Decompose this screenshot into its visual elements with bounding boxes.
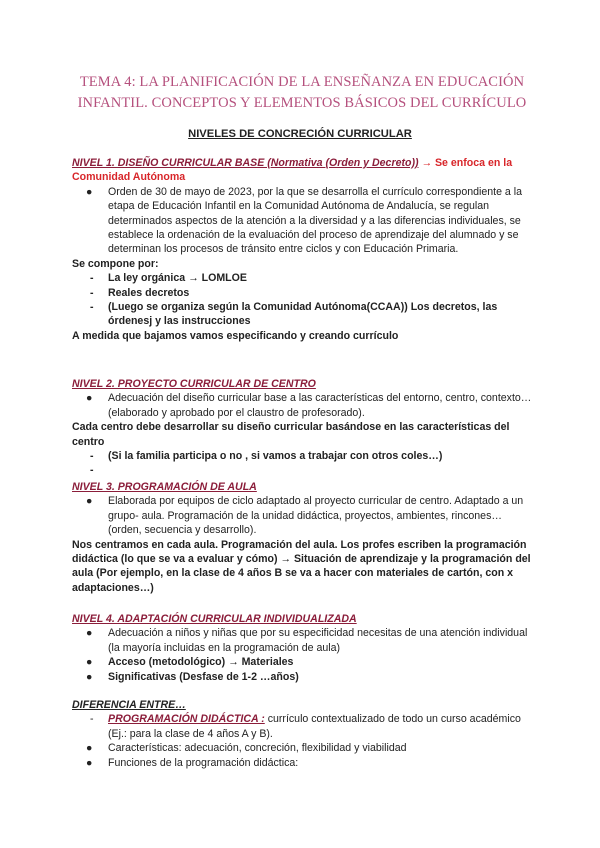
list-item xyxy=(72,494,532,537)
bullet-icon: ● xyxy=(86,756,93,769)
nivel-1-dash-1: La ley orgánica → LOMLOE xyxy=(108,272,247,285)
diferencia-heading: DIFERENCIA ENTRE… xyxy=(72,699,186,711)
list-item xyxy=(72,626,532,655)
nivel-4-bullet-2: Acceso (metodológico) → Materiales xyxy=(108,656,294,669)
nivel-1-note: A medida que bajamos vamos especificando y creando currículo xyxy=(72,329,399,342)
diferencia-section xyxy=(72,698,532,770)
nivel-4-section xyxy=(72,612,532,684)
list-item xyxy=(72,449,532,463)
list-item xyxy=(72,300,532,329)
bullet-icon: ● xyxy=(86,495,93,508)
diferencia-bullet-2: Funciones de la programación didáctica: xyxy=(108,756,299,769)
dash-icon: - xyxy=(90,450,94,463)
dash-icon: - xyxy=(90,464,94,477)
dash-icon: - xyxy=(90,301,94,314)
nivel-1-section xyxy=(72,156,532,343)
bullet-icon: ● xyxy=(86,742,93,755)
diferencia-bullet-1: Características: adecuación, concreción, flexibilidad y viabilidad xyxy=(108,742,407,755)
subtitle-text: NIVELES DE CONCRECIÓN CURRICULAR xyxy=(188,128,412,140)
list-item xyxy=(72,741,532,755)
dash-icon: - xyxy=(90,713,94,726)
nivel-2-heading: NIVEL 2. PROYECTO CURRICULAR DE CENTRO xyxy=(72,378,316,390)
nivel-2-section xyxy=(72,377,532,478)
nivel-1-dash-2: Reales decretos xyxy=(108,286,190,299)
nivel-1-title: NIVEL 1. DISEÑO CURRICULAR BASE (Normativa (Orden y Decreto)) xyxy=(72,157,419,169)
bullet-icon: ● xyxy=(86,656,93,669)
list-item xyxy=(72,391,532,420)
nivel-4-heading: NIVEL 4. ADAPTACIÓN CURRICULAR INDIVIDUALIZADA xyxy=(72,613,357,625)
list-item xyxy=(72,286,532,300)
nivel-1-heading xyxy=(72,156,532,185)
list-item xyxy=(72,756,532,770)
dash-icon: - xyxy=(90,272,94,285)
nivel-3-bullet: Elaborada por equipos de ciclo adaptado al proyecto curricular de centro. Adaptado a un grupo- aula. Programación de la unidad didáctica, proyectos, ambientes, rincones…(orden, secuencia y desarrollo). xyxy=(108,495,524,537)
list-item xyxy=(72,185,532,257)
nivel-4-bullet-1: Adecuación a niños y niñas que por su especificidad necesitas de una atención individual (la mayoría incluidas en la programación de aula) xyxy=(108,627,528,654)
document-title: TEMA 4: LA PLANIFICACIÓN DE LA ENSEÑANZA EN EDUCACIÓN INFANTIL. CONCEPTOS Y ELEMENTOS BÁSICOS DEL CURRÍCULO xyxy=(77,74,527,111)
section-subtitle xyxy=(0,128,600,140)
bullet-icon: ● xyxy=(86,185,93,198)
bullet-icon: ● xyxy=(86,670,93,683)
nivel-1-bullet: Orden de 30 de mayo de 2023, por la que se desarrolla el currículo correspondiente a la etapa de Educación Infantil en la Comunidad Autónoma de Andalucía, se regulan determinados aspectos de la atención a la diversidad y a las diferencias individuales, se establece la ordenación de la evaluación del proceso de aprendizaje del alumnado y se determinan los procesos de tránsito entre ciclos y con Educación Primaria. xyxy=(108,185,522,256)
programacion-didactica-text: currículo contextualizado de todo un curso académico (Ej.: para la clase de 4 años A y B). xyxy=(108,713,521,740)
nivel-3-section xyxy=(72,480,532,595)
list-item xyxy=(72,271,532,285)
list-item xyxy=(72,712,532,741)
nivel-3-heading: NIVEL 3. PROGRAMACIÓN DE AULA xyxy=(72,481,257,493)
list-item xyxy=(72,670,532,684)
nivel-3-note: Nos centramos en cada aula. Programación del aula. Los profes escriben la programación didáctica (lo que se va a evaluar y cómo) → Situación de aprendizaje y la programación del aula (Por ejemplo, en la clase de 4 años B se va a hacer con materiales de cartón, con x adaptaciones…) xyxy=(72,538,531,594)
nivel-2-dash-1: (Si la familia participa o no , si vamos a trabajar con otros coles…) xyxy=(108,450,443,463)
dash-icon: - xyxy=(90,286,94,299)
nivel-2-note: Cada centro debe desarrollar su diseño curricular basándose en las características del centro xyxy=(72,421,510,448)
nivel-1-compone: Se compone por: xyxy=(72,257,159,270)
bullet-icon: ● xyxy=(86,392,93,405)
bullet-icon: ● xyxy=(86,627,93,640)
list-item xyxy=(72,463,532,477)
nivel-2-bullet: Adecuación del diseño curricular base a las características del entorno, centro, contexto… (elaborado y aprobado por el claustro de profesorado). xyxy=(108,392,532,419)
list-item xyxy=(72,655,532,669)
programacion-didactica-label: PROGRAMACIÓN DIDÁCTICA : xyxy=(108,713,265,726)
diferencia-dash xyxy=(72,712,532,741)
nivel-1-focus: → Se enfoca en la Comunidad Autónoma xyxy=(72,157,513,184)
nivel-4-bullet-3: Significativas (Desfase de 1-2 …años) xyxy=(108,670,299,683)
nivel-1-dash-3: (Luego se organiza según la Comunidad Autónoma(CCAA)) Los decretos, las órdenesj y las instrucciones xyxy=(108,301,498,328)
